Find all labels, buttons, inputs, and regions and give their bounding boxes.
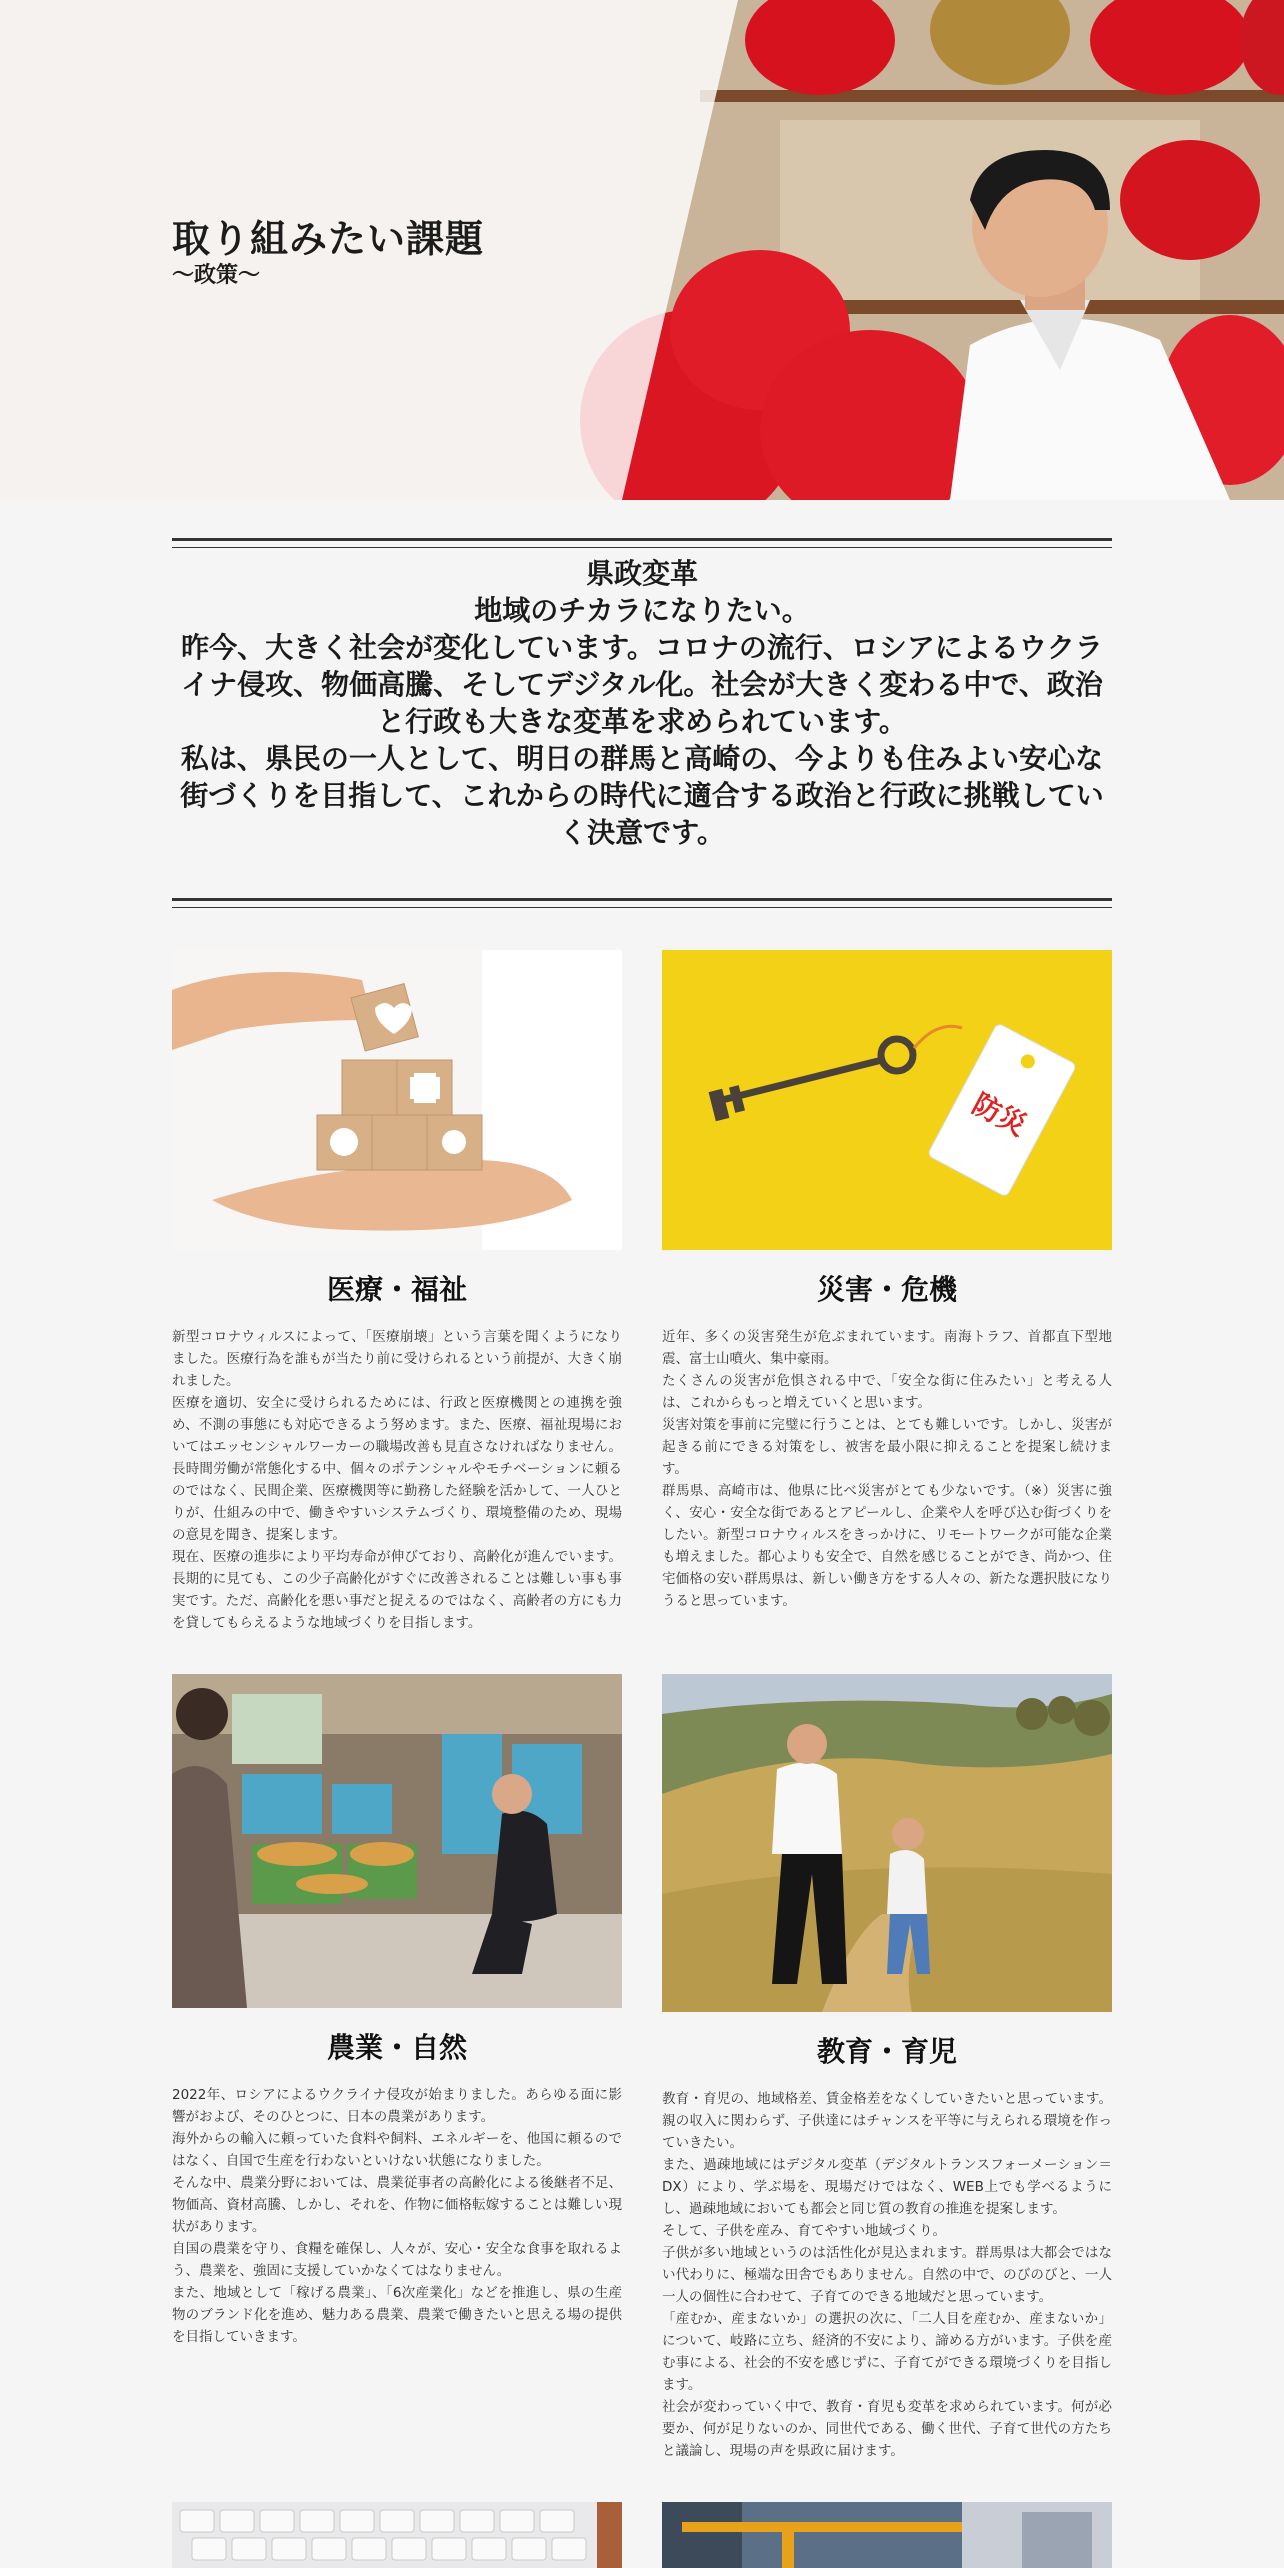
factory-photo [662,2502,1112,2568]
disaster-photo [662,950,1112,1250]
policy-card-industry [662,2502,1112,2568]
card-paragraph: そして、子供を産み、育てやすい地域づくり。 [662,2223,947,2239]
intro-paragraph: 私は、県民の一人として、明日の群馬と高崎の、今よりも住みよい安心な街づくりを目指して、これからの時代に適合する政治と行政に挑戦していく決意です。 [180,742,1104,849]
bousai-tag-text: 防災 [966,1087,1032,1143]
card-paragraph: 現在、医療の進歩により平均寿命が伸びており、高齢化が進んでいます。長期的に見ても、この少子高齢化がすぐに改善されることは難しい事も事実です。ただ、高齢化を悪い事だと捉えるのではなく、高齢者の方にも力を貸してもらえるような地域づくりを目指します。 [172,1549,622,1631]
divider-top [172,538,1112,548]
card-body [662,2088,1112,2462]
intro-tagline: 地域のチカラになりたい。 [474,594,810,627]
card-title: 医療・福祉 [326,1273,467,1306]
card-title: 教育・育児 [816,2035,957,2068]
intro-statement [172,555,1112,851]
card-paragraph: 子供が多い地域というのは活性化が見込まれます。群馬県は大都会ではない代わりに、極端な田舎でもありません。自然の中で、のびのびと、一人一人の個性に合わせて、子育てのできる地域だと思っています。 [662,2245,1112,2305]
policy-card-disaster [662,950,1112,1612]
policy-card-education [662,1674,1112,2462]
policy-card-agriculture [172,1674,622,2348]
divider-bottom [172,898,1112,908]
card-paragraph: 自国の農業を守り、食糧を確保し、人々が、安心・安全な食事を取れるよう、農業を、強固に支援していかなくてはなりません。 [172,2241,622,2279]
card-paragraph: 新型コロナウィルスによって、「医療崩壊」という言葉を聞くようになりました。医療行為を誰もが当たり前に受けられるという前提が、大きく崩れました。 [172,1329,622,1389]
card-paragraph: 海外からの輸入に頼っていた食料や飼料、エネルギーを、他国に頼るのではなく、自国で生産を行わないといけない状態になりました。 [172,2131,622,2169]
policy-card-medical [172,950,622,1634]
card-paragraph: 社会が変わっていく中で、教育・育児も変革を求められています。何が必要か、何が足りないのか、同世代である、働く世代、子育て世代の方たちと議論し、現場の声を県政に届けます。 [662,2399,1112,2459]
card-paragraph: 医療を適切、安全に受けられるためには、行政と医療機関との連携を強め、不測の事態にも対応できるよう努めます。また、医療、福祉現場においてはエッセンシャルワーカーの職場改善も見直さなければなりません。長時間労働が常態化する中、個々のポテンシャルやモチベーションに頼るのではなく、民間企業、医療機関等に勤務した経験を活かして、一人ひとりが、仕組みの中で、働きやすいシステムづくり、環境整備のため、現場の意見を聞き、提案します。 [172,1395,622,1543]
intro-paragraph: 昨今、大きく社会が変化しています。コロナの流行、ロシアによるウクライナ侵攻、物価高騰、そしてデジタル化。社会が大きく変わる中で、政治と行政も大きな変革を求められています。 [181,631,1103,738]
card-body [662,1326,1112,1612]
card-paragraph: 群馬県、高崎市は、他県に比べ災害がとても少ないです。（※）災害に強く、安心・安全な街であるとアピールし、企業や人を呼び込む街づくりをしたい。新型コロナウィルスをきっかけに、リモートワークが可能な企業も増えました。都心よりも安全で、自然を感じることができ、尚かつ、住宅価格の安い群馬県は、新しい働き方をする人々の、新たな選択肢になりうると思っています。 [662,1483,1112,1609]
card-title: 災害・危機 [816,1273,957,1306]
card-body [172,1326,622,1634]
card-paragraph: 「産むか、産まないか」の選択の次に、「二人目を産むか、産まないか」について、岐路に立ち、経済的不安により、諦める方がいます。子供を産む事による、社会的不安を感じずに、子育てができる環境づくりを目指します。 [662,2311,1112,2393]
card-paragraph: 教育・育児の、地域格差、賃金格差をなくしていきたいと思っています。親の収入に関わらず、子供達にはチャンスを平等に与えられる環境を作っていきたい。 [662,2091,1112,2151]
card-paragraph: 災害対策を事前に完璧に行うことは、とても難しいです。しかし、災害が起きる前にできる対策をし、被害を最小限に抑えることを提案し続けます。 [662,1417,1112,1477]
keyboard-photo [172,2502,622,2568]
education-photo [662,1674,1112,2012]
policy-card-digital [172,2502,622,2568]
page-subtitle: ～政策～ [172,263,261,288]
card-paragraph: また、地域として「稼げる農業」、「6次産業化」などを推進し、県の生産物のブランド化を進め、魅力ある農業、農業で働きたいと思える場の提供を目指していきます。 [172,2285,622,2345]
card-paragraph: また、過疎地域にはデジタル変革（デジタルトランスフォーメーション＝DX）により、学ぶ場を、現場だけではなく、WEB上でも学べるようにし、過疎地域においても都会と同じ質の教育の推進を提案します。 [662,2157,1112,2217]
agriculture-photo [172,1674,622,2008]
card-paragraph: 近年、多くの災害発生が危ぶまれています。南海トラフ、首都直下型地震、富士山噴火、集中豪雨。 [662,1329,1112,1367]
card-body [172,2084,622,2348]
card-paragraph: 2022年、ロシアによるウクライナ侵攻が始まりました。あらゆる面に影響がおよび、そのひとつに、日本の農業があります。 [172,2087,622,2125]
card-title: 農業・自然 [326,2031,467,2064]
card-paragraph: そんな中、農業分野においては、農業従事者の高齢化による後継者不足、物価高、資材高騰、しかし、それを、作物に価格転嫁することは難しい現状があります。 [172,2175,622,2235]
medical-photo [172,950,622,1250]
card-paragraph: たくさんの災害が危惧される中で、「安全な街に住みたい」と考える人は、これからもっと増えていくと思います。 [662,1373,1112,1411]
hero-section [0,0,1284,500]
page-title: 取り組みたい課題 [172,217,485,261]
intro-heading: 県政変革 [585,557,698,590]
